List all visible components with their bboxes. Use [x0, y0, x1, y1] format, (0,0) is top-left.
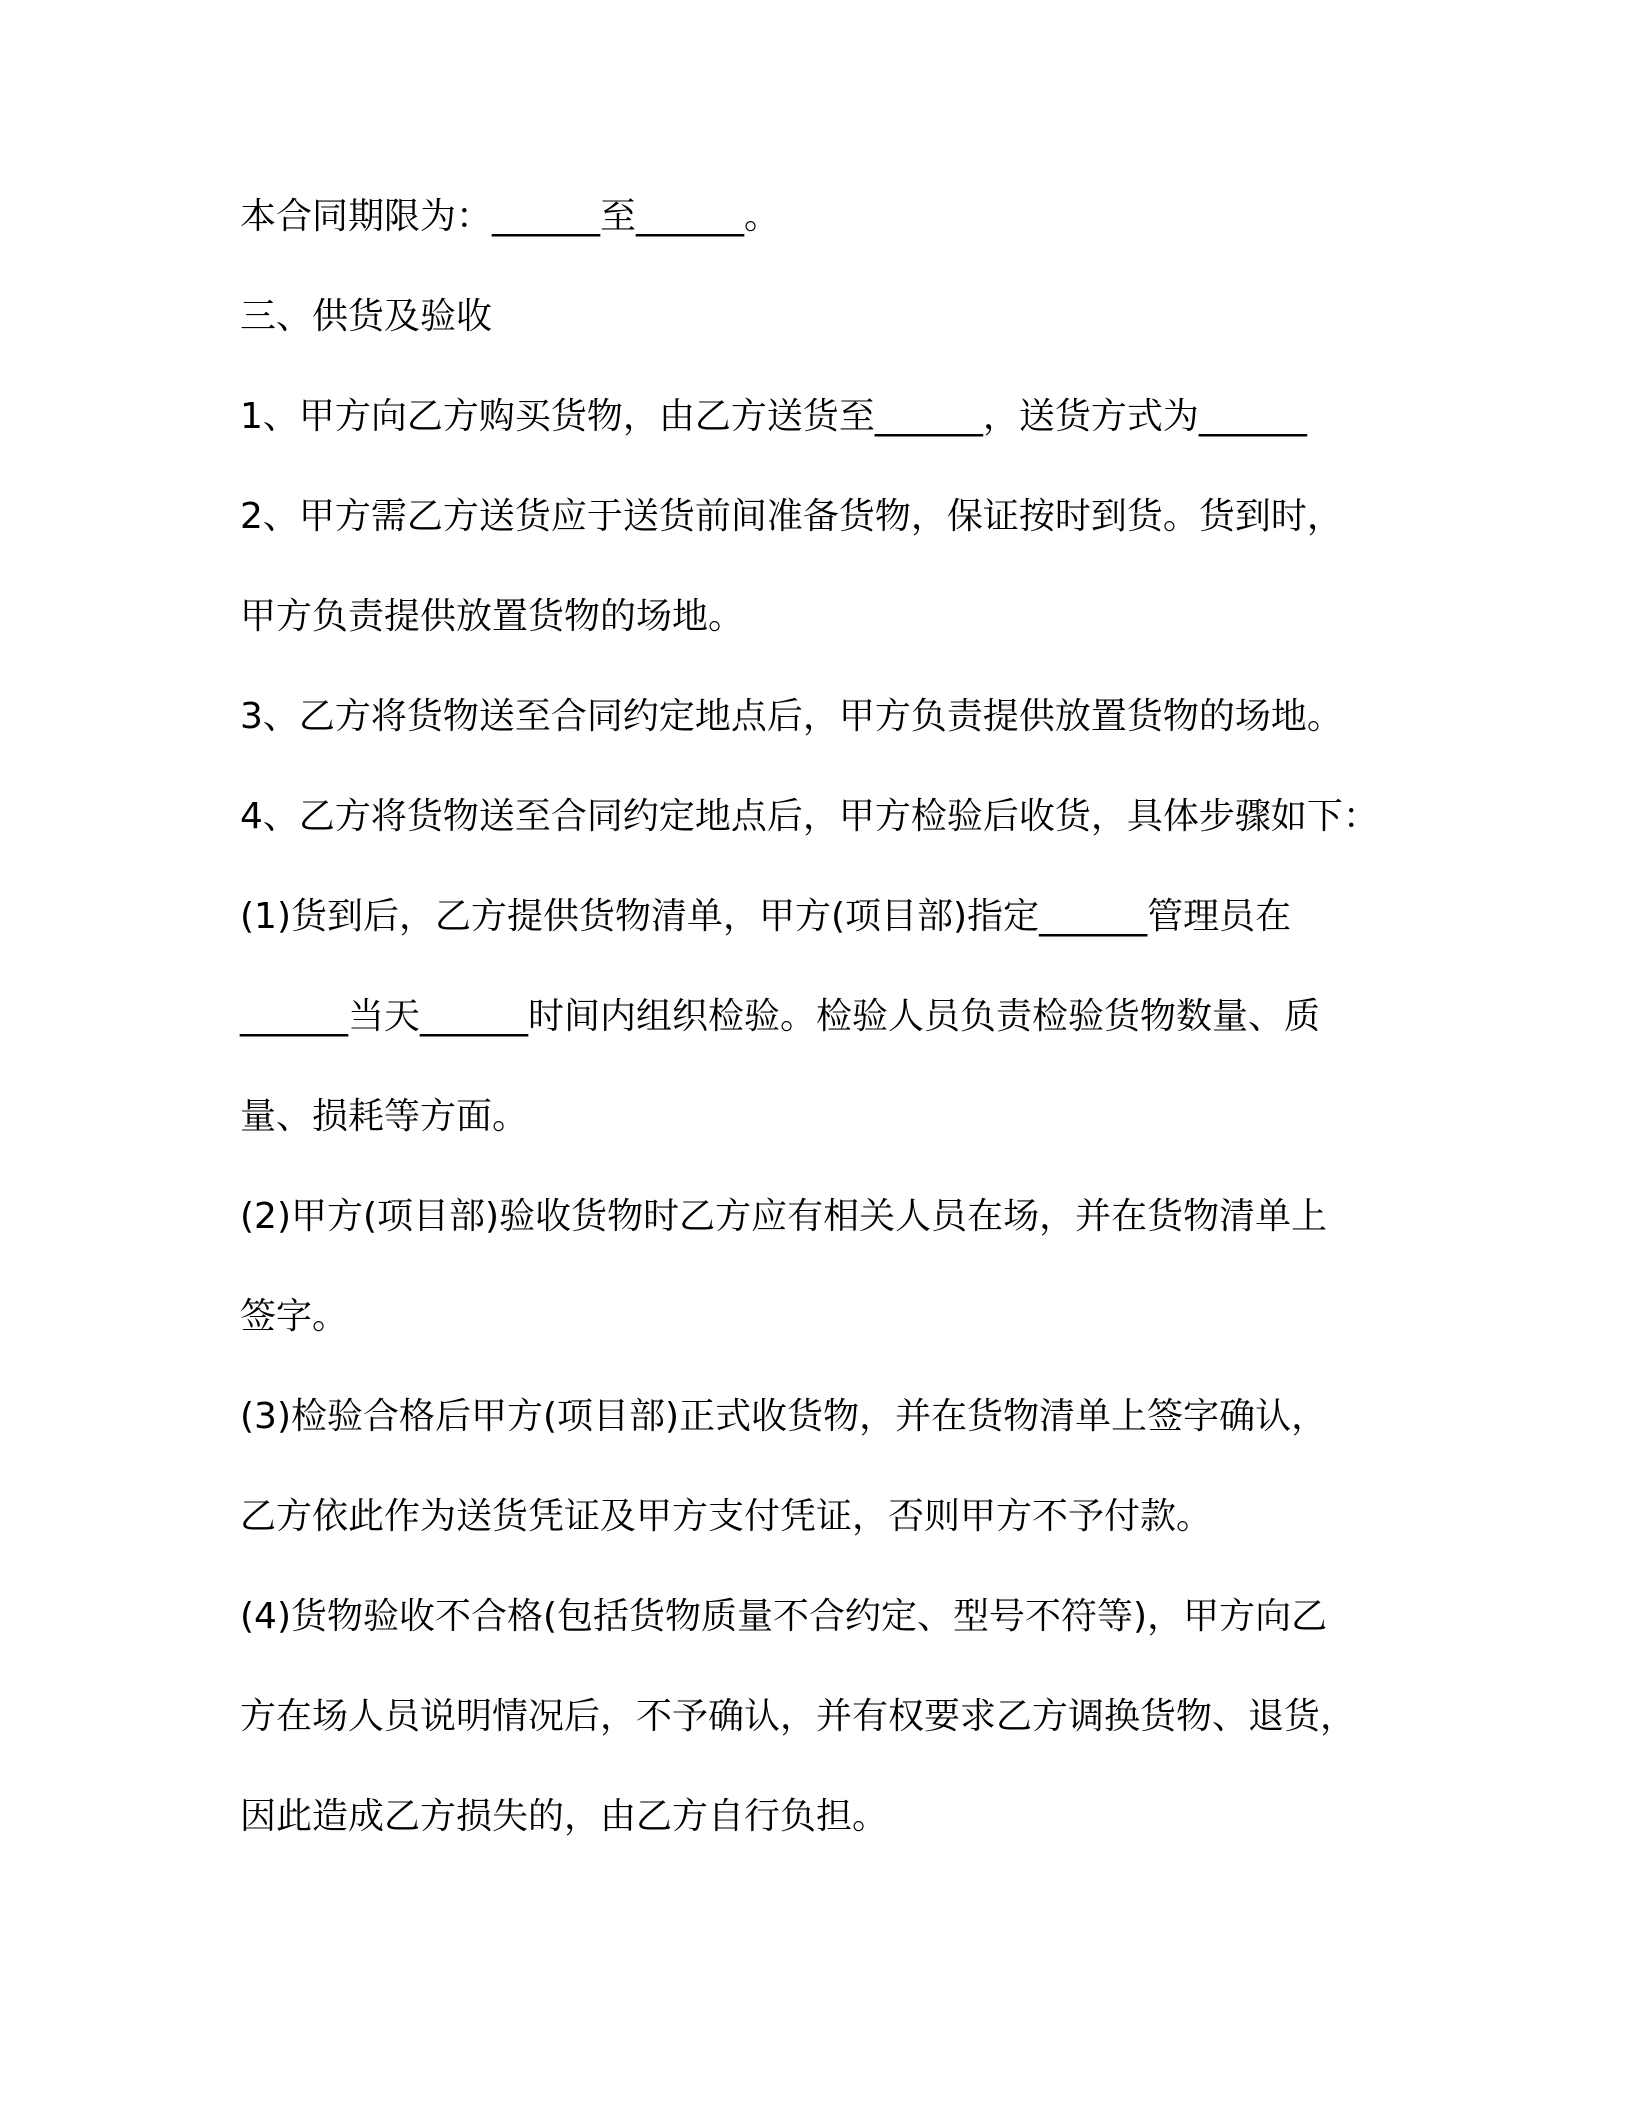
- step-1-line-2: ______当天______时间内组织检验。检验人员负责检验货物数量、质: [240, 996, 1321, 1037]
- clause-3: 3、乙方将货物送至合同约定地点后，甲方负责提供放置货物的场地。: [240, 696, 1343, 737]
- clause-2-line-2: 甲方负责提供放置货物的场地。: [240, 596, 745, 637]
- step-4-line-3: 因此造成乙方损失的，由乙方自行负担。: [240, 1796, 889, 1837]
- clause-2-line-1: 2、甲方需乙方送货应于送货前间准备货物，保证按时到货。货到时，: [240, 496, 1343, 537]
- section-heading: 三、供货及验收: [240, 296, 493, 337]
- step-1-line-3: 量、损耗等方面。: [240, 1096, 529, 1137]
- clause-1: 1、甲方向乙方购买货物，由乙方送货至______，送货方式为______: [240, 396, 1307, 437]
- contract-term-line: 本合同期限为：______至______。: [240, 196, 781, 237]
- step-3-line-1: (3)检验合格后甲方(项目部)正式收货物，并在货物清单上签字确认，: [240, 1396, 1328, 1437]
- step-2-line-1: (2)甲方(项目部)验收货物时乙方应有相关人员在场，并在货物清单上: [240, 1196, 1328, 1237]
- step-4-line-1: (4)货物验收不合格(包括货物质量不合约定、型号不符等)，甲方向乙: [240, 1596, 1328, 1637]
- step-3-line-2: 乙方依此作为送货凭证及甲方支付凭证，否则甲方不予付款。: [240, 1496, 1213, 1537]
- step-1-line-1: (1)货到后，乙方提供货物清单，甲方(项目部)指定______管理员在: [240, 896, 1292, 937]
- step-2-line-2: 签字。: [240, 1296, 349, 1337]
- clause-4: 4、乙方将货物送至合同约定地点后，甲方检验后收货，具体步骤如下：: [240, 796, 1379, 837]
- step-4-line-2: 方在场人员说明情况后，不予确认，并有权要求乙方调换货物、退货，: [240, 1696, 1357, 1737]
